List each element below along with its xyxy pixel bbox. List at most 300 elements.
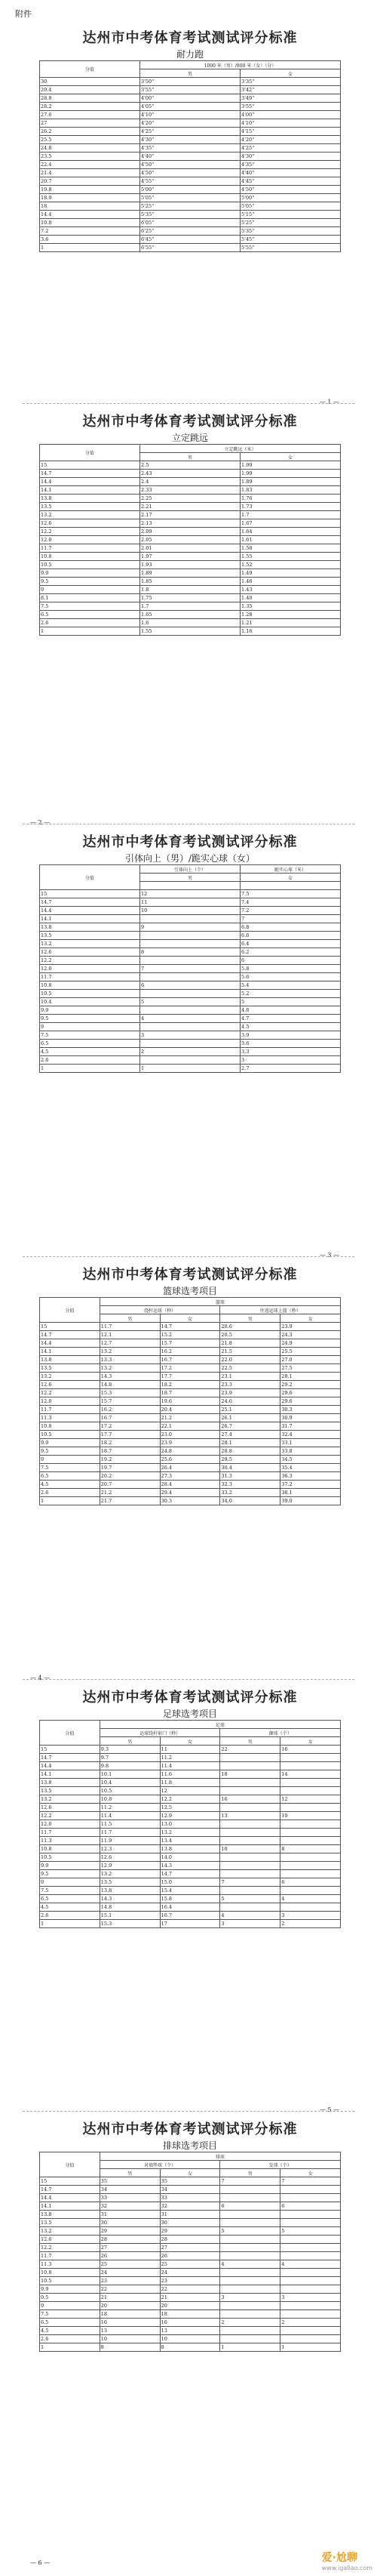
table-row: [40, 2211, 341, 2219]
table-cell: 11.3: [40, 1837, 100, 1845]
table-cell: 2.6: [40, 619, 140, 627]
table-header-cell: 篮球: [100, 1298, 340, 1306]
table-cell: 22.0: [220, 1356, 280, 1364]
table-header-cell: 分值: [40, 865, 140, 890]
table-cell: 6.2: [241, 948, 341, 957]
table-cell: 6.5: [40, 1472, 100, 1481]
table-cell: 6'25": [140, 227, 241, 236]
table-cell: 35.4: [280, 1464, 341, 1472]
table-header-row: [40, 61, 341, 69]
table-cell: 1.55: [140, 627, 241, 636]
table-cell: 29: [100, 2227, 160, 2236]
table-cell: 3: [280, 1912, 341, 1920]
table-cell: 2.6: [40, 1912, 100, 1920]
table-cell: 1.75: [140, 594, 241, 602]
page-separator: [23, 399, 354, 408]
table-cell: 20.7: [40, 177, 140, 186]
table-cell: [220, 1837, 280, 1845]
table-cell: [220, 1903, 280, 1912]
table-cell: 15.1: [100, 1912, 160, 1920]
table-cell: 3: [280, 2294, 341, 2302]
table-row: [40, 923, 341, 932]
table-cell: 12.2: [40, 1389, 100, 1397]
table-cell: 18: [100, 2310, 160, 2319]
table-row: [40, 948, 341, 957]
table-cell: 26.2: [40, 128, 140, 136]
table-cell: 1.89: [241, 478, 341, 486]
table-cell: 24.6: [220, 1397, 280, 1406]
table-cell: 11.7: [100, 1829, 160, 1837]
table-cell: 21.2: [100, 1489, 160, 1497]
table-header-cell: 排球: [100, 2152, 340, 2161]
site-watermark: [322, 2550, 372, 2571]
table-cell: 4'50": [241, 186, 341, 194]
table-cell: 18.7: [160, 1389, 220, 1397]
table-row: [40, 1006, 341, 1015]
table-cell: 10.5: [100, 1787, 160, 1795]
table-row: [40, 1489, 341, 1497]
table-cell: 27.0: [280, 1356, 341, 1364]
table-cell: [280, 1837, 341, 1845]
page-subtitle: 引体向上（男）/跪实心球（女）: [124, 853, 256, 864]
table-cell: [280, 2277, 341, 2285]
table-row: [40, 1048, 341, 1056]
table-cell: [280, 1862, 341, 1870]
table-cell: 4'50": [140, 161, 241, 169]
table-row: [40, 890, 341, 898]
table-row: [40, 1447, 341, 1456]
table-cell: 3: [220, 2294, 280, 2302]
table-cell: [140, 957, 241, 965]
table-row: [40, 1853, 341, 1862]
table-cell: 12.7: [100, 1339, 160, 1348]
table-cell: 4'40": [241, 169, 341, 177]
table-row: [40, 211, 341, 219]
table-cell: [220, 2194, 280, 2202]
table-cell: 25.5: [40, 136, 140, 144]
table-row: [40, 1903, 341, 1912]
table-row: [40, 907, 341, 915]
table-cell: 11.7: [40, 544, 140, 553]
table-row: [40, 578, 341, 586]
table-row: [40, 973, 341, 981]
table-header-cell: 男: [100, 1737, 160, 1746]
table-cell: 2.25: [140, 495, 241, 503]
table-cell: 22.4: [40, 161, 140, 169]
table-cell: 31: [100, 2211, 160, 2219]
table-header-cell: 男: [220, 1737, 280, 1746]
table-row: [40, 1381, 341, 1389]
table-cell: [280, 1804, 341, 1812]
table-cell: [280, 1820, 341, 1829]
table-row: [40, 1912, 341, 1920]
table-cell: 5: [280, 2227, 341, 2236]
table-header-cell: 往返运球上篮（秒）: [220, 1306, 341, 1314]
table-row: [40, 981, 341, 990]
table-cell: 29: [160, 2227, 220, 2236]
table-cell: 1.93: [140, 561, 241, 569]
table-cell: 2.6: [40, 1489, 100, 1497]
table-row: [40, 1040, 341, 1048]
table-cell: 24.9: [280, 1339, 341, 1348]
table-cell: 12.9: [160, 1812, 220, 1820]
table-header-cell: 女: [280, 1314, 341, 1323]
table-row: [40, 495, 341, 503]
table-row: [40, 144, 341, 153]
table-cell: 7.5: [40, 1031, 140, 1040]
table-cell: 12.0: [40, 536, 140, 544]
table-cell: 1.73: [241, 503, 341, 511]
table-cell: 26.7: [220, 1422, 280, 1431]
score-table: [39, 1720, 341, 1928]
table-row: [40, 1323, 341, 1331]
table-cell: 36.3: [280, 1472, 341, 1481]
table-cell: 28.8: [220, 1447, 280, 1456]
table-cell: 18: [160, 2310, 220, 2319]
table-cell: [280, 1870, 341, 1878]
table-row: [40, 78, 341, 86]
table-cell: [220, 2285, 280, 2294]
table-row: [40, 611, 341, 619]
table-cell: 29.2: [280, 1381, 341, 1389]
table-row: [40, 103, 341, 111]
table-cell: 29.6: [280, 1397, 341, 1406]
table-cell: 14.8: [100, 1381, 160, 1389]
table-cell: 16: [220, 1795, 280, 1804]
table-cell: 10.8: [40, 2269, 100, 2277]
table-row: [40, 2244, 341, 2252]
table-cell: 4.8: [241, 1006, 341, 1015]
table-cell: 10.5: [40, 1853, 100, 1862]
table-row: [40, 619, 341, 627]
table-cell: 4'45": [241, 177, 341, 186]
table-cell: 21: [160, 2294, 220, 2302]
table-cell: 11.2: [100, 1804, 160, 1812]
table-cell: 1.6: [140, 619, 241, 627]
table-cell: 16.4: [160, 1903, 220, 1912]
table-row: [40, 1779, 341, 1787]
table-cell: 14.3: [100, 1373, 160, 1381]
table-row: [40, 128, 341, 136]
table-row: [40, 194, 341, 202]
table-cell: 21.2: [160, 1414, 220, 1422]
table-header-cell: 女: [241, 69, 341, 78]
table-header-cell: 男: [220, 1314, 280, 1323]
table-cell: 10: [140, 907, 241, 915]
table-cell: [140, 1006, 241, 1015]
table-header-cell: 男: [220, 2169, 280, 2177]
page-break-line: [23, 1679, 354, 1680]
table-cell: 12.0: [40, 1820, 100, 1829]
table-cell: 4.5: [40, 2327, 100, 2335]
table-cell: 4'15": [241, 128, 341, 136]
table-cell: 15: [40, 1323, 100, 1331]
table-cell: [220, 2310, 280, 2319]
table-cell: 33: [160, 2194, 220, 2202]
table-cell: 12.6: [40, 2236, 100, 2244]
table-cell: 5'05": [140, 194, 241, 202]
table-cell: 14.1: [40, 1348, 100, 1356]
table-cell: 13.2: [100, 1870, 160, 1878]
page-break-line: [23, 2111, 354, 2112]
table-cell: 14.4: [40, 907, 140, 915]
table-cell: 13.5: [40, 2219, 100, 2227]
table-row: [40, 153, 341, 161]
table-cell: 33: [100, 2194, 160, 2202]
table-row: [40, 1870, 341, 1878]
table-cell: 1.7: [241, 511, 341, 519]
table-cell: 38.1: [280, 1489, 341, 1497]
score-table: [39, 864, 341, 1073]
table-cell: 13.2: [100, 1348, 160, 1356]
table-cell: 5: [241, 998, 341, 1006]
table-header-cell: 女: [160, 1314, 220, 1323]
table-cell: 27.6: [40, 111, 140, 119]
table-cell: 11.4: [160, 1762, 220, 1770]
table-cell: 12.6: [40, 519, 140, 528]
table-cell: 5: [220, 1895, 280, 1903]
table-cell: 5'45": [241, 236, 341, 244]
table-cell: 11.6: [160, 1770, 220, 1779]
table-cell: 6.8: [241, 923, 341, 932]
table-cell: 34: [160, 2186, 220, 2194]
table-cell: 10.5: [40, 2277, 100, 2285]
table-row: [40, 2202, 341, 2211]
table-cell: 9: [40, 1878, 100, 1887]
table-cell: 14.7: [160, 1323, 220, 1331]
table-cell: 35: [100, 2177, 160, 2186]
table-row: [40, 461, 341, 470]
table-cell: 2.09: [140, 528, 241, 536]
table-cell: 4'40": [140, 153, 241, 161]
page-subtitle: 排球选考项目: [162, 2140, 217, 2151]
table-row: [40, 1389, 341, 1397]
table-cell: 32: [100, 2202, 160, 2211]
table-cell: 10.8: [40, 219, 140, 227]
table-cell: 23.9: [220, 1389, 280, 1397]
table-cell: 12.6: [40, 1381, 100, 1389]
table-cell: [220, 1787, 280, 1795]
table-cell: 9.5: [40, 1015, 140, 1023]
table-cell: 1.40: [241, 594, 341, 602]
table-row: [40, 1439, 341, 1447]
table-cell: 1.49: [241, 569, 341, 578]
page-number: — 5 —: [319, 2106, 339, 2113]
table-cell: 5'25": [140, 202, 241, 211]
table-page-2: [39, 414, 341, 636]
table-cell: 9.9: [40, 1862, 100, 1870]
table-cell: 18.7: [100, 1447, 160, 1456]
table-cell: 15.0: [160, 1878, 220, 1887]
table-cell: 11.3: [40, 1414, 100, 1422]
table-cell: 23.0: [160, 1431, 220, 1439]
table-cell: 1.46: [241, 578, 341, 586]
table-cell: 28.1: [280, 1373, 341, 1381]
table-cell: 19.7: [100, 1464, 160, 1472]
table-cell: 29.5: [220, 1456, 280, 1464]
table-cell: 22: [160, 2285, 220, 2294]
table-cell: 1.67: [241, 519, 341, 528]
table-cell: 23.1: [220, 1373, 280, 1381]
table-cell: 17: [160, 1920, 220, 1928]
table-cell: 10: [280, 1812, 341, 1820]
table-cell: 26.4: [160, 1464, 220, 1472]
page-title: 达州市中考体育考试测试评分标准: [82, 834, 298, 850]
table-cell: 12: [140, 890, 241, 898]
table-row: [40, 1397, 341, 1406]
table-cell: 3.3: [241, 1048, 341, 1056]
table-cell: 4'55": [140, 177, 241, 186]
table-cell: 15.3: [100, 1389, 160, 1397]
table-row: [40, 2343, 341, 2352]
table-row: [40, 602, 341, 611]
table-cell: [220, 1829, 280, 1837]
table-cell: 13: [160, 2327, 220, 2335]
table-row: [40, 2219, 341, 2227]
table-cell: 9.5: [40, 2294, 100, 2302]
table-cell: 3'55": [241, 103, 341, 111]
table-cell: 17.2: [160, 1364, 220, 1373]
table-cell: 9.5: [40, 1870, 100, 1878]
table-header-cell: 分值: [40, 1298, 100, 1323]
table-cell: 12.0: [40, 1397, 100, 1406]
table-cell: 5'15": [241, 211, 341, 219]
table-cell: 1.65: [140, 611, 241, 619]
table-cell: 7: [280, 2177, 341, 2186]
table-cell: 2.5: [140, 461, 241, 470]
table-cell: 14.0: [160, 1853, 220, 1862]
table-cell: 1.61: [241, 536, 341, 544]
table-cell: 1.28: [241, 611, 341, 619]
table-header-cell: 足球: [100, 1721, 340, 1729]
page-subtitle: 篮球选考项目: [162, 1286, 217, 1296]
table-cell: 30: [100, 2219, 160, 2227]
table-row: [40, 2310, 341, 2319]
table-cell: 31: [160, 2211, 220, 2219]
table-row: [40, 1031, 341, 1040]
table-cell: 28.1: [220, 1439, 280, 1447]
table-header-cell: 女: [160, 2169, 220, 2177]
table-cell: 23.9: [160, 1439, 220, 1447]
table-cell: 13: [100, 2327, 160, 2335]
table-cell: 16.7: [160, 1356, 220, 1364]
table-cell: 27: [40, 119, 140, 128]
table-cell: 26: [160, 2252, 220, 2260]
table-cell: 7.5: [40, 2310, 100, 2319]
table-cell: 2: [220, 2319, 280, 2327]
table-cell: 4: [220, 2260, 280, 2269]
table-row: [40, 1804, 341, 1812]
score-table: [39, 1297, 341, 1505]
table-cell: 15.7: [160, 1339, 220, 1348]
page-title: 达州市中考体育考试测试评分标准: [82, 30, 298, 46]
table-page-4: [39, 1267, 341, 1505]
table-cell: 30.3: [280, 1406, 341, 1414]
table-header-cell: 女: [241, 453, 341, 461]
table-cell: 1.99: [241, 470, 341, 478]
table-cell: 13.2: [40, 940, 140, 948]
table-row: [40, 2285, 341, 2294]
table-cell: 7: [241, 915, 341, 923]
table-cell: 4'30": [241, 153, 341, 161]
table-cell: 3: [140, 1031, 241, 1040]
table-cell: [220, 2252, 280, 2260]
table-cell: 1.76: [241, 495, 341, 503]
table-cell: 10: [220, 1845, 280, 1853]
table-cell: 6: [140, 981, 241, 990]
table-cell: 3: [241, 1056, 341, 1065]
table-row: [40, 1406, 341, 1414]
table-header-cell: 女: [280, 2169, 341, 2177]
table-cell: 1: [280, 2343, 341, 2352]
table-header-cell: 1000 米（男）/800 米（女）（分）: [140, 61, 341, 69]
table-cell: 1: [40, 244, 140, 252]
table-cell: 2.6: [40, 1056, 140, 1065]
table-cell: 10.8: [40, 1422, 100, 1431]
table-cell: 12.1: [100, 1331, 160, 1339]
table-header-cell: 运球绕杆射门（秒）: [100, 1729, 220, 1737]
table-cell: 14.4: [40, 211, 140, 219]
table-row: [40, 990, 341, 998]
table-cell: [280, 1779, 341, 1787]
table-row: [40, 536, 341, 544]
table-cell: 12.5: [160, 1804, 220, 1812]
table-row: [40, 94, 341, 103]
table-cell: 4'05": [140, 103, 241, 111]
page-subtitle: 耐力跑: [176, 49, 204, 60]
table-cell: [280, 2244, 341, 2252]
table-cell: 4'20": [241, 136, 341, 144]
table-cell: 7: [220, 1878, 280, 1887]
table-cell: 10.5: [40, 1431, 100, 1439]
table-header-cell: [140, 882, 241, 890]
table-cell: 34.5: [280, 1456, 341, 1464]
table-cell: 9.5: [40, 578, 140, 586]
table-cell: 10.8: [40, 1845, 100, 1853]
table-cell: 14.7: [40, 1754, 100, 1762]
table-cell: 28: [100, 2236, 160, 2244]
table-cell: 14.4: [40, 478, 140, 486]
table-cell: [140, 932, 241, 940]
table-cell: 4.5: [40, 1903, 100, 1912]
page-title: 达州市中考体育考试测试评分标准: [82, 1690, 298, 1706]
table-cell: 20: [160, 2302, 220, 2310]
table-cell: [280, 1787, 341, 1795]
table-cell: 6'45": [140, 236, 241, 244]
table-cell: 1.7: [140, 602, 241, 611]
table-cell: 1.97: [140, 553, 241, 561]
page-number: — 3 —: [319, 1252, 339, 1259]
table-cell: 13.8: [40, 495, 140, 503]
table-cell: 25.5: [280, 1348, 341, 1356]
page-title: 达州市中考体育考试测试评分标准: [82, 1267, 298, 1283]
table-cell: 3'50": [140, 78, 241, 86]
table-cell: [220, 1804, 280, 1812]
table-cell: 24.3: [280, 1331, 341, 1339]
table-cell: 13.8: [40, 2211, 100, 2219]
table-cell: [280, 2194, 341, 2202]
table-row: [40, 519, 341, 528]
table-cell: 13.5: [40, 932, 140, 940]
table-cell: [280, 2285, 341, 2294]
table-row: [40, 1829, 341, 1837]
table-cell: 15.2: [160, 1331, 220, 1339]
table-cell: 20: [100, 2302, 160, 2310]
table-cell: 1: [40, 2343, 100, 2352]
table-row: [40, 2194, 341, 2202]
table-cell: 33.8: [280, 1447, 341, 1456]
table-row: [40, 569, 341, 578]
